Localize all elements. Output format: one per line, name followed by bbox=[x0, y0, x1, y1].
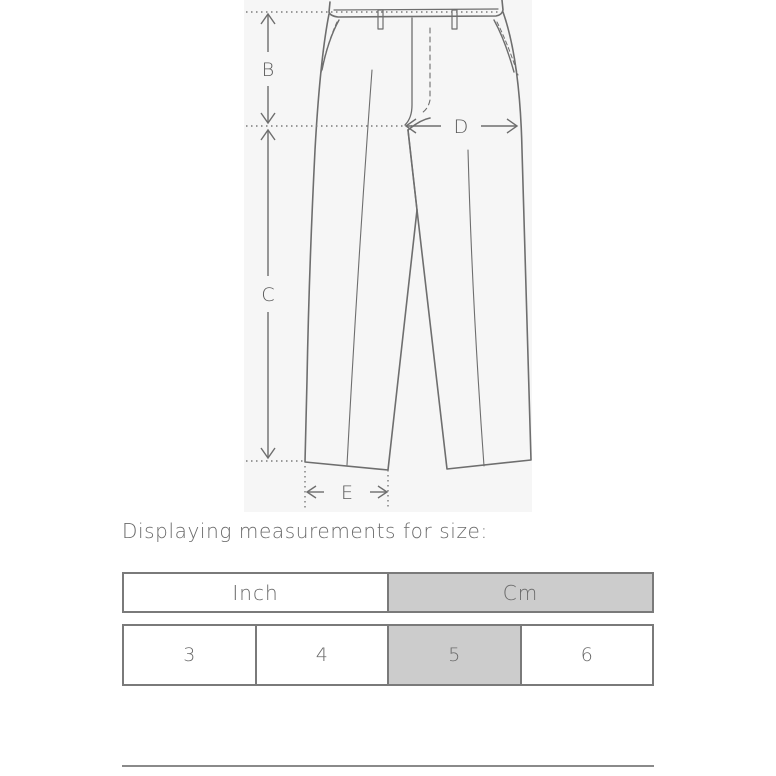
size-caption: Displaying measurements for size: bbox=[122, 519, 488, 543]
unit-toggle bbox=[122, 572, 654, 613]
divider bbox=[122, 765, 654, 767]
label-b: B bbox=[261, 59, 275, 81]
unit-inch-button[interactable]: Inch bbox=[122, 572, 389, 613]
label-e: E bbox=[340, 482, 354, 504]
diagram-panel bbox=[244, 0, 532, 512]
unit-cm-button[interactable]: Cm bbox=[389, 572, 654, 613]
size-4-button[interactable]: 4 bbox=[257, 624, 390, 686]
label-c: C bbox=[261, 284, 275, 306]
label-d: D bbox=[453, 116, 469, 138]
size-6-button[interactable]: 6 bbox=[522, 624, 655, 686]
size-selector bbox=[122, 624, 654, 686]
size-5-button[interactable]: 5 bbox=[389, 624, 522, 686]
size-3-button[interactable]: 3 bbox=[122, 624, 257, 686]
